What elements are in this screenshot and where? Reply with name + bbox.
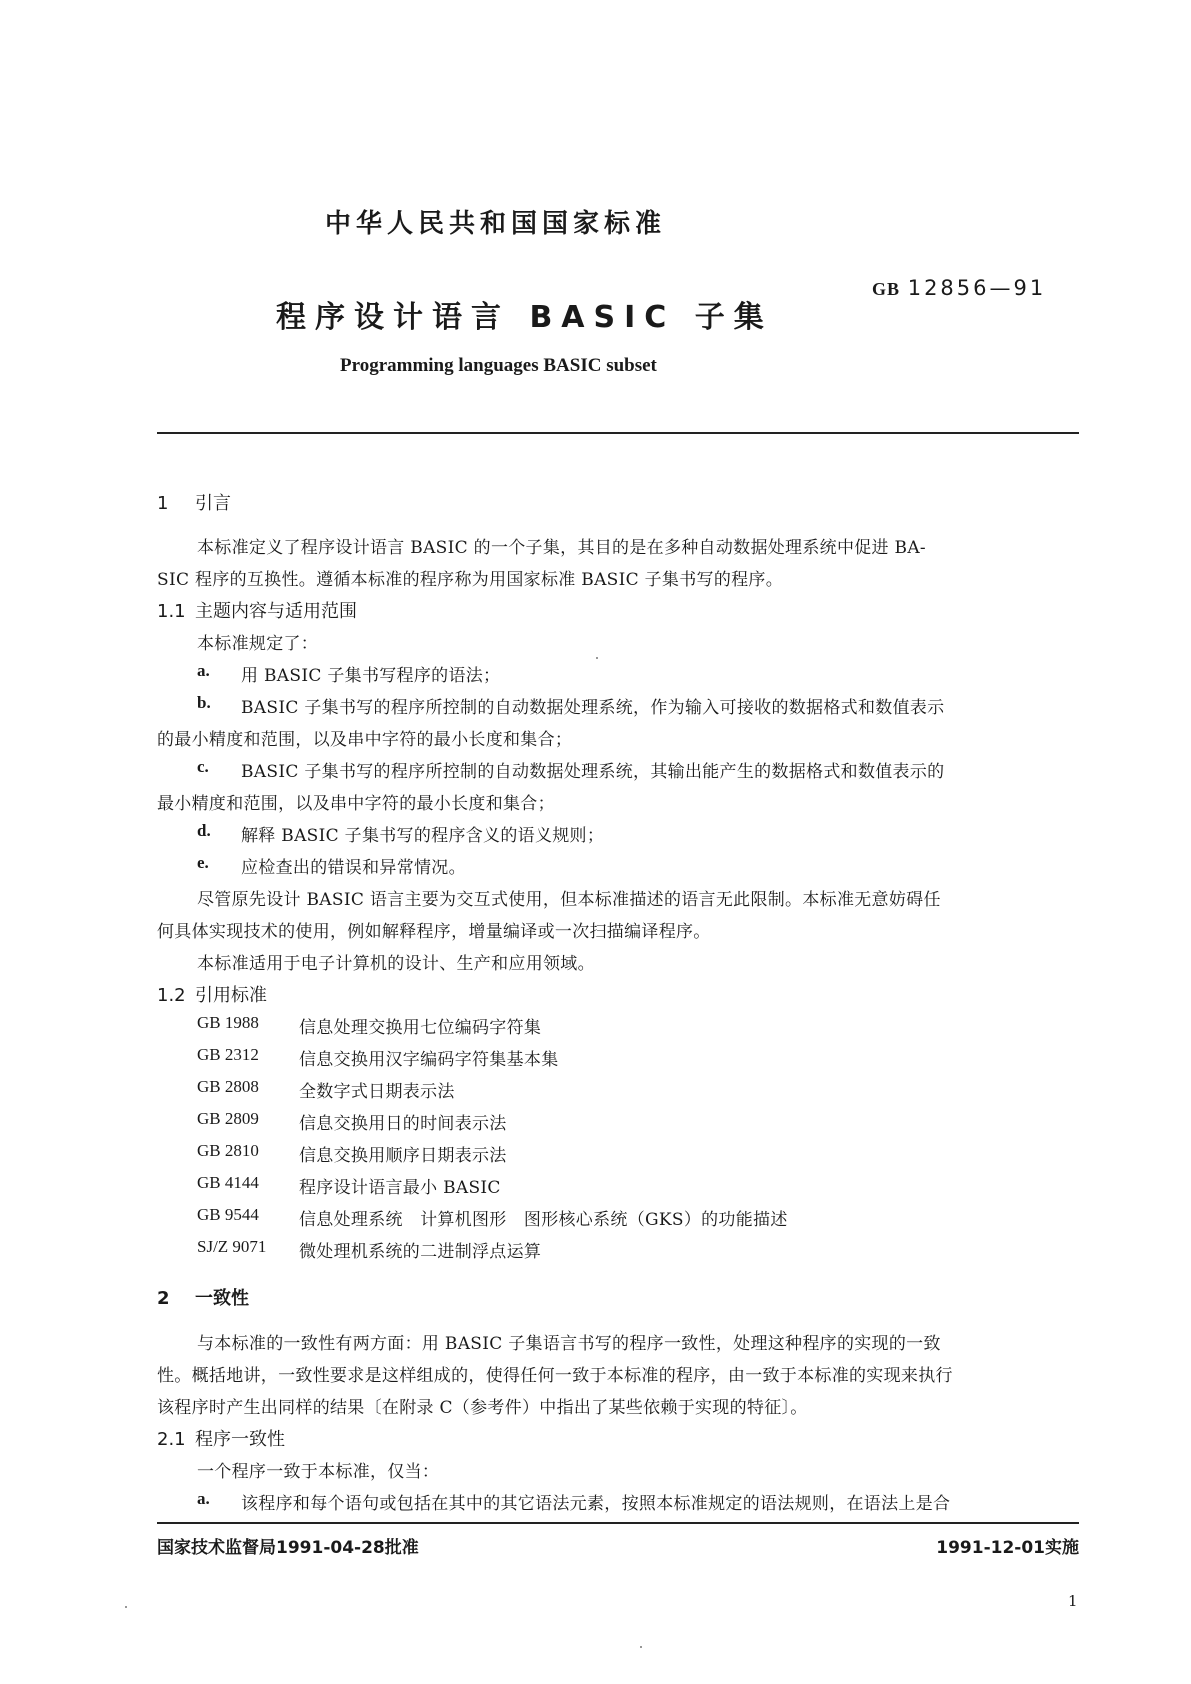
reference-title: 信息处理交换用七位编码字符集	[299, 1018, 542, 1038]
reference-code: GB 1988	[197, 1013, 259, 1032]
paragraph-line: 一个程序一致于本标准，仅当：	[197, 1462, 440, 1482]
document-title-cn: 程序设计语言 BASIC 子集	[276, 300, 773, 335]
section-title: 一致性	[195, 1288, 249, 1309]
reference-title: 全数字式日期表示法	[299, 1082, 455, 1102]
list-item-label: e.	[197, 853, 209, 872]
list-item-text: 该程序和每个语句或包括在其中的其它语法元素，按照本标准规定的语法规则，在语法上是合	[241, 1494, 951, 1514]
section-title: 引言	[195, 493, 231, 514]
reference-title: 微处理机系统的二进制浮点运算	[299, 1242, 542, 1262]
list-item-text: BASIC 子集书写的程序所控制的自动数据处理系统，其输出能产生的数据格式和数值表示的	[241, 762, 945, 782]
paragraph-line: 该程序时产生出同样的结果〔在附录 C（参考件）中指出了某些依赖于实现的特征〕。	[157, 1398, 808, 1418]
section-1-heading	[157, 489, 231, 515]
paragraph-line: 性。概括地讲，一致性要求是这样组成的，使得任何一致于本标准的程序，由一致于本标准的实现来执行	[157, 1366, 953, 1386]
list-item-label: b.	[197, 693, 211, 712]
section-number: 1.1	[157, 601, 186, 622]
paragraph-line: 尽管原先设计 BASIC 语言主要为交互式使用，但本标准描述的语言无此限制。本标准无意妨碍任	[197, 890, 941, 910]
reference-code: GB 2312	[197, 1045, 259, 1064]
paragraph-line: SIC 程序的互换性。遵循本标准的程序称为用国家标准 BASIC 子集书写的程序。	[157, 570, 784, 590]
reference-code: GB 2808	[197, 1077, 259, 1096]
section-number: 2	[157, 1288, 170, 1309]
page-number: 1	[1068, 1592, 1078, 1610]
list-item-label: d.	[197, 821, 211, 840]
scan-speck	[596, 657, 598, 659]
section-title: 主题内容与适用范围	[195, 601, 357, 622]
effective-date: 1991-12-01实施	[936, 1538, 1079, 1558]
paragraph-line: 与本标准的一致性有两方面：用 BASIC 子集语言书写的程序一致性，处理这种程序的实现的一致	[197, 1334, 941, 1354]
list-item-label: a.	[197, 1489, 210, 1508]
reference-code: GB 2810	[197, 1141, 259, 1160]
reference-title: 程序设计语言最小 BASIC	[299, 1178, 501, 1198]
reference-code: SJ/Z 9071	[197, 1237, 267, 1256]
list-item-text: 用 BASIC 子集书写程序的语法；	[241, 666, 501, 686]
list-item-label: a.	[197, 661, 210, 680]
reference-title: 信息处理系统 计算机图形 图形核心系统（GKS）的功能描述	[299, 1210, 788, 1230]
paragraph-line: 本标准定义了程序设计语言 BASIC 的一个子集，其目的是在多种自动数据处理系统中促进 BA-	[197, 538, 926, 558]
section-number: 1	[157, 493, 169, 514]
paragraph-line: 何具体实现技术的使用，例如解释程序，增量编译或一次扫描编译程序。	[157, 922, 711, 942]
approval-line: 国家技术监督局1991-04-28批准	[157, 1538, 419, 1558]
paragraph-line: 本标准规定了：	[197, 634, 319, 654]
standard-code-prefix: GB	[872, 279, 901, 299]
list-item-text: 应检查出的错误和异常情况。	[241, 858, 466, 878]
national-standard-heading: 中华人民共和国国家标准	[325, 209, 667, 239]
list-item-text: 的最小精度和范围，以及串中字符的最小长度和集合；	[157, 730, 573, 750]
reference-code: GB 4144	[197, 1173, 259, 1192]
list-item-text: 最小精度和范围，以及串中字符的最小长度和集合；	[157, 794, 555, 814]
paragraph-line: 本标准适用于电子计算机的设计、生产和应用领域。	[197, 954, 595, 974]
footer-divider	[157, 1522, 1079, 1524]
list-item-label: c.	[197, 757, 209, 776]
scan-speck	[640, 1646, 642, 1648]
section-title: 引用标准	[195, 985, 267, 1006]
section-title: 程序一致性	[195, 1429, 285, 1450]
section-number: 2.1	[157, 1429, 186, 1450]
document-title-en: Programming languages BASIC subset	[340, 355, 657, 376]
list-item-text: BASIC 子集书写的程序所控制的自动数据处理系统，作为输入可接收的数据格式和数值表示	[241, 698, 945, 718]
reference-title: 信息交换用汉字编码字符集基本集	[299, 1050, 559, 1070]
reference-title: 信息交换用日的时间表示法	[299, 1114, 507, 1134]
section-number: 1.2	[157, 985, 186, 1006]
section-1-2-heading	[157, 981, 267, 1007]
list-item-text: 解释 BASIC 子集书写的程序含义的语义规则；	[241, 826, 605, 846]
section-1-1-heading	[157, 597, 357, 623]
section-2-heading	[157, 1284, 249, 1310]
standard-code	[872, 276, 1046, 300]
standard-code-number: 12856—91	[907, 276, 1047, 300]
header-divider	[157, 432, 1079, 434]
reference-title: 信息交换用顺序日期表示法	[299, 1146, 507, 1166]
section-2-1-heading	[157, 1425, 285, 1451]
scan-speck	[125, 1606, 127, 1608]
reference-code: GB 2809	[197, 1109, 259, 1128]
reference-code: GB 9544	[197, 1205, 259, 1224]
